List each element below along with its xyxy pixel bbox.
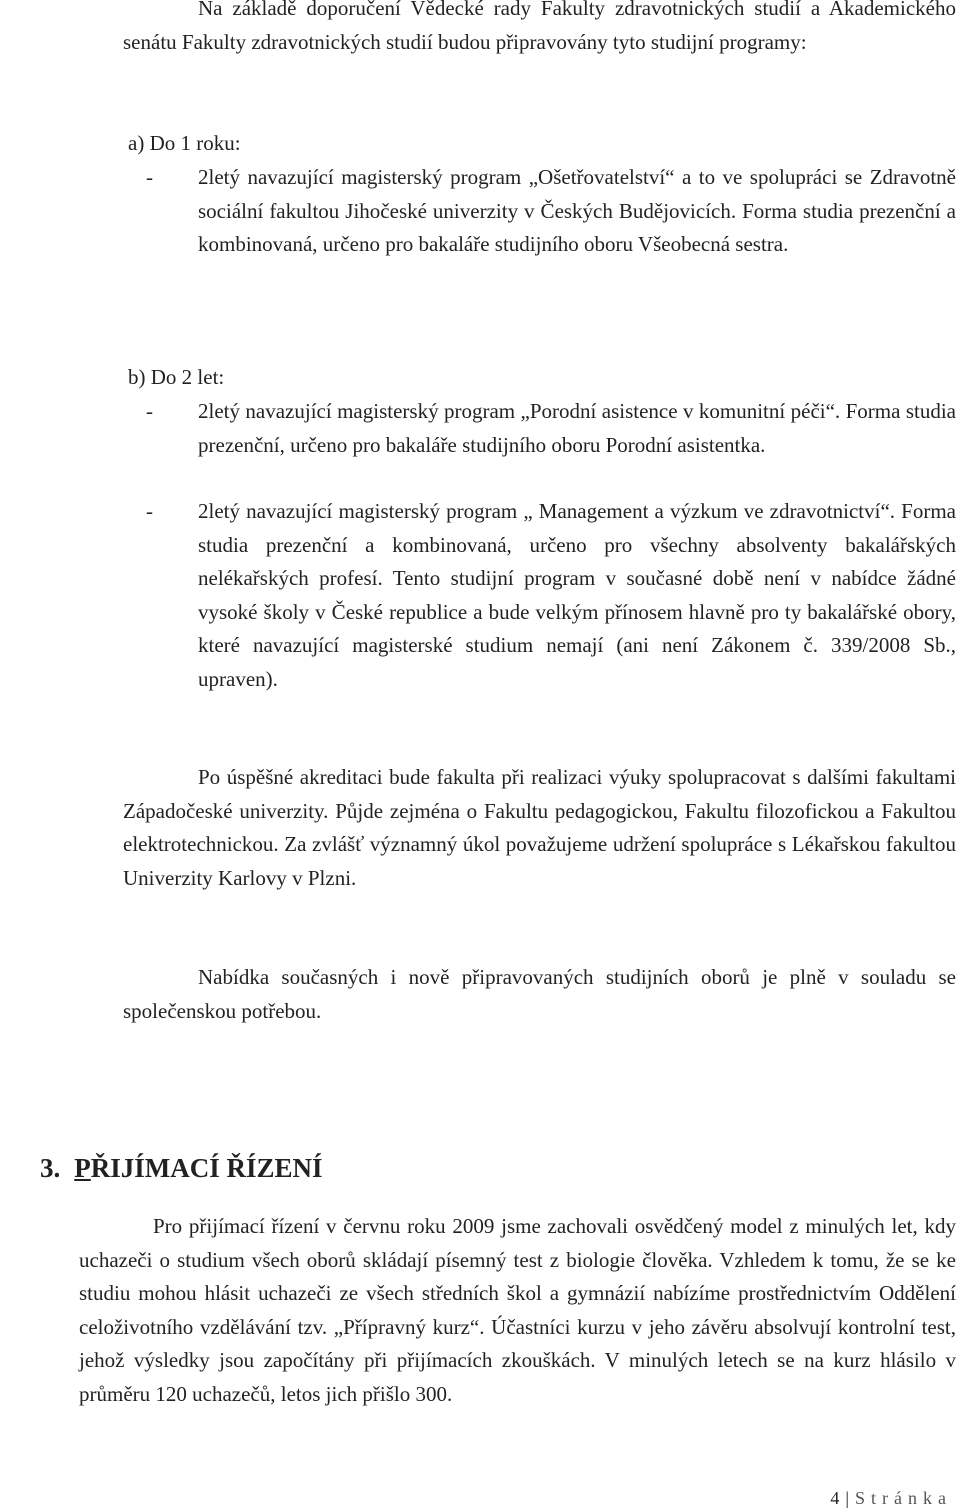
section-title-rest: ŘIJÍMACÍ ŘÍZENÍ <box>90 1153 323 1183</box>
list-item <box>146 161 956 262</box>
page-footer <box>830 1487 952 1509</box>
footer-page-word: Stránka <box>855 1488 952 1508</box>
offer-paragraph: Nabídka současných i nově připravovaných studijních oborů je plně v souladu se společenskou potřebou. <box>123 965 956 1023</box>
admission-paragraph: Pro přijímací řízení v červnu roku 2009 jsme zachovali osvědčený model z minulých let, kdy uchazeči o studium všech oborů skládají písemný test z biologie člověka. Vzhledem k tomu, že se ke studiu mohou hlásit uchazeči ze všech středních škol a gymnázií nabízíme prostřednictvím Oddělení celoživotního vzdělávání tzv. „Přípravný kurz“. Účastníci kurzu v jeho závěru absolvují kontrolní test, jehož výsledky jsou započítány při přijímacích zkouškách. V minulých letech se na kurz hlásilo v průměru 120 uchazečů, letos jich přišlo 300. <box>79 1214 956 1406</box>
list-dash: - <box>146 499 153 523</box>
list-item-text: 2letý navazující magisterský program „ Management a výzkum ve zdravotnictví“. Forma studia prezenční a kombinovaná, určeno pro všechny absolventy bakalářských nelékařských profesí. Tento studijní program v současné době není v nabídce žádné vysoké školy v České republice a bude velkým přínosem hlavně pro ty bakalářské obory, které navazující magisterské studium nemají (ani není Zákonem č. 339/2008 Sb., upraven). <box>198 499 956 691</box>
list-dash: - <box>146 165 153 189</box>
list-item-text: 2letý navazující magisterský program „Ošetřovatelství“ a to ve spolupráci se Zdravotně sociální fakultou Jihočeské univerzity v Českých Budějovicích. Forma studia prezenční a kombinovaná, určeno pro bakaláře studijního oboru Všeobecná sestra. <box>198 165 956 256</box>
cooperation-paragraph: Po úspěšné akreditaci bude fakulta při realizaci výuky spolupracovat s dalšími fakultami Západočeské univerzity. Půjde zejména o Fakultu pedagogickou, Fakultu filozofickou a Fakultou elektrotechnickou. Za zvlášť významný úkol považujeme udržení spolupráce s Lékařskou fakultou Univerzity Karlovy v Plzni. <box>123 765 956 890</box>
intro-paragraph: Na základě doporučení Vědecké rady Fakulty zdravotnických studií a Akademického senátu Fakulty zdravotnických studií budou připravovány tyto studijní programy: <box>123 0 956 54</box>
list-dash: - <box>146 399 153 423</box>
section-3-heading <box>40 1148 323 1188</box>
section-b-label: b) Do 2 let: <box>128 365 225 389</box>
footer-separator: | <box>845 1488 850 1508</box>
list-item <box>146 395 956 462</box>
list-item <box>146 495 956 696</box>
section-title-first-letter: P <box>74 1153 91 1183</box>
list-item-text: 2letý navazující magisterský program „Porodní asistence v komunitní péči“. Forma studia prezenční, určeno pro bakaláře studijního oboru Porodní asistentka. <box>198 399 956 457</box>
page-number: 4 <box>830 1488 840 1508</box>
section-a-label: a) Do 1 roku: <box>128 131 241 155</box>
section-number: 3. <box>40 1153 61 1183</box>
